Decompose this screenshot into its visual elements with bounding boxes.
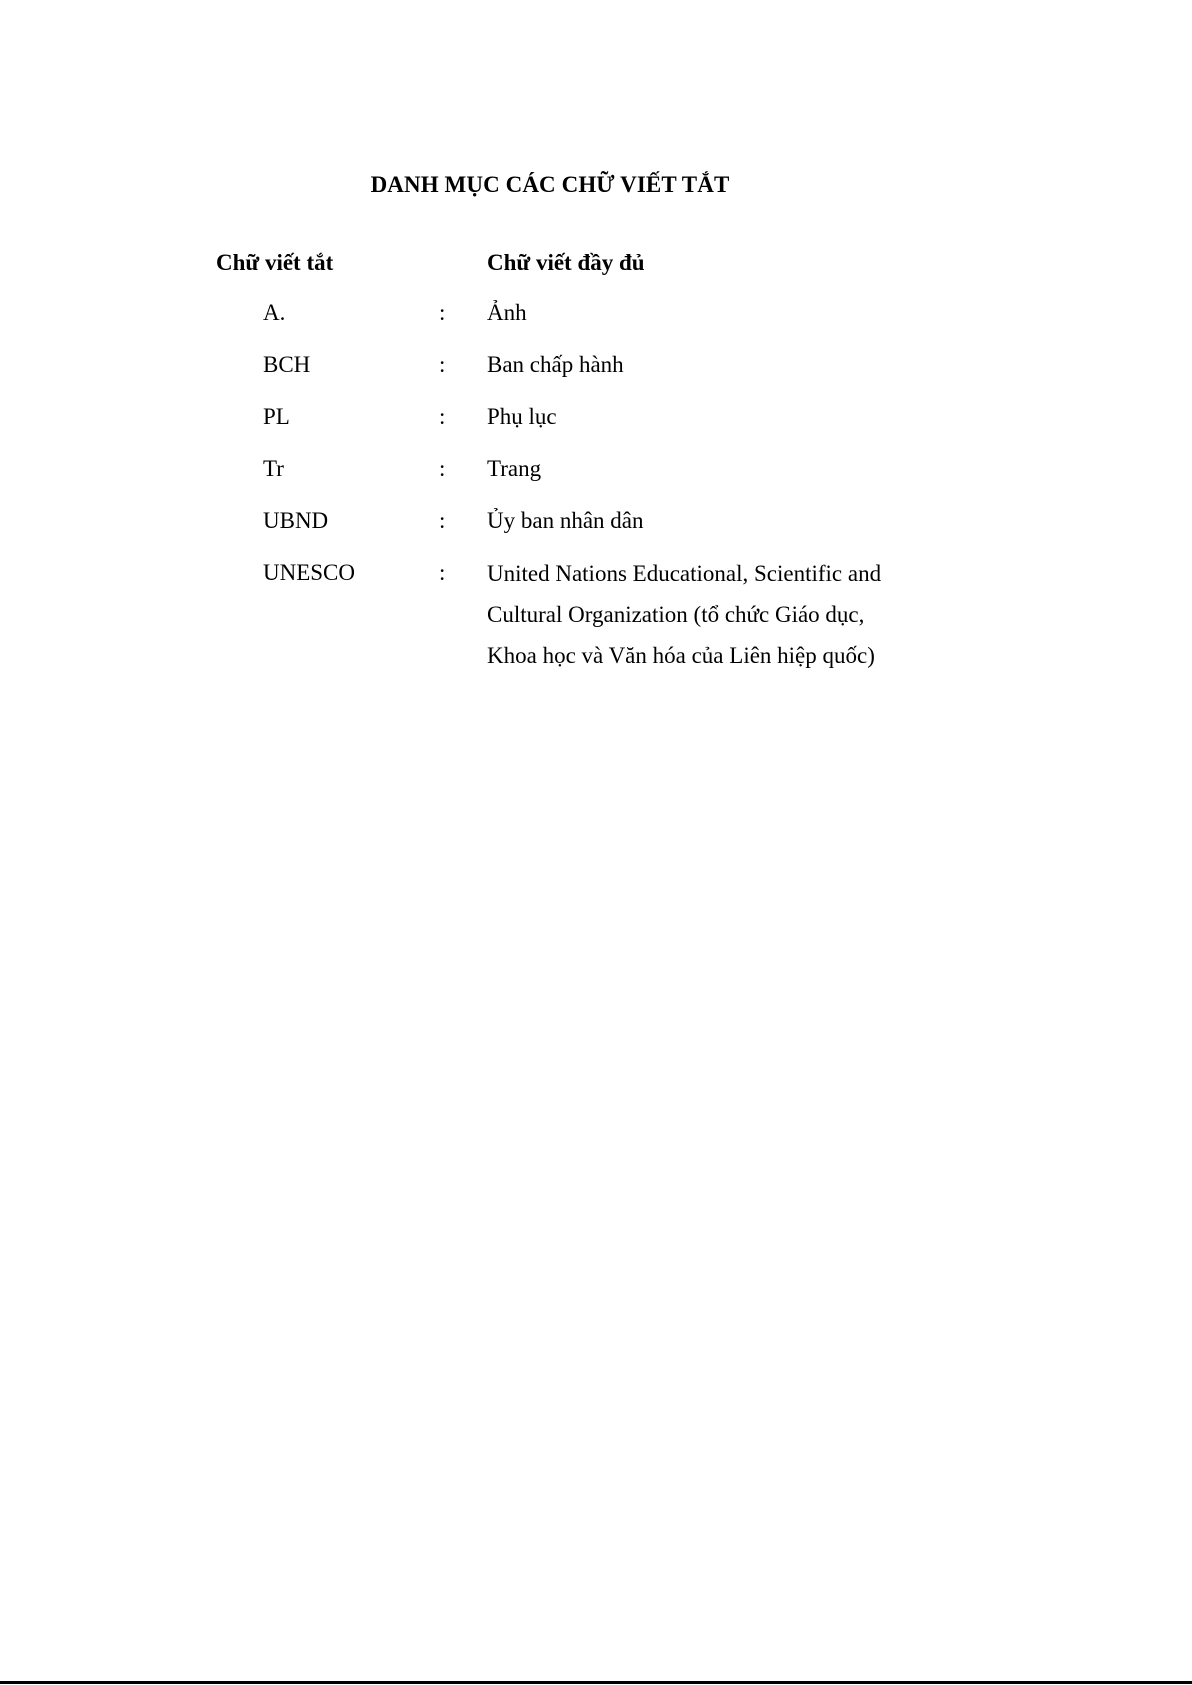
full-form: Ban chấp hành: [487, 352, 624, 377]
full-form: Trang: [487, 456, 542, 481]
full-form-line: Khoa học và Văn hóa của Liên hiệp quốc): [487, 643, 875, 668]
abbreviation: Tr: [263, 456, 284, 481]
full-form: Ủy ban nhân dân: [487, 508, 644, 533]
page-bottom-border: [0, 1681, 1192, 1684]
abbreviation: UNESCO: [263, 560, 356, 585]
separator: :: [439, 352, 446, 377]
full-form-line: Cultural Organization (tổ chức Giáo dục,: [487, 602, 865, 627]
full-form: Phụ lục: [487, 404, 557, 429]
full-form-line: United Nations Educational, Scientific and: [487, 561, 882, 586]
abbreviation-row: [0, 402, 1192, 454]
separator: :: [439, 508, 446, 533]
abbreviation-row: [0, 350, 1192, 402]
abbreviation-list: [0, 298, 1192, 668]
abbreviation-row: [0, 558, 1192, 668]
separator: :: [439, 560, 446, 585]
separator: :: [439, 300, 446, 325]
separator: :: [439, 456, 446, 481]
abbreviation: PL: [263, 404, 290, 429]
separator: :: [439, 404, 446, 429]
abbreviation: UBND: [263, 508, 329, 533]
abbreviation: A.: [263, 300, 286, 325]
full-form: Ảnh: [487, 300, 527, 325]
page-title: DANH MỤC CÁC CHỮ VIẾT TẮT: [370, 172, 730, 197]
abbreviation-column-header: Chữ viết tắt: [216, 250, 334, 275]
full-form-column-header: Chữ viết đầy đủ: [487, 250, 645, 275]
full-form: [487, 553, 917, 676]
abbreviation-row: [0, 506, 1192, 558]
abbreviation-row: [0, 454, 1192, 506]
abbreviation: BCH: [263, 352, 311, 377]
abbreviation-row: [0, 298, 1192, 350]
